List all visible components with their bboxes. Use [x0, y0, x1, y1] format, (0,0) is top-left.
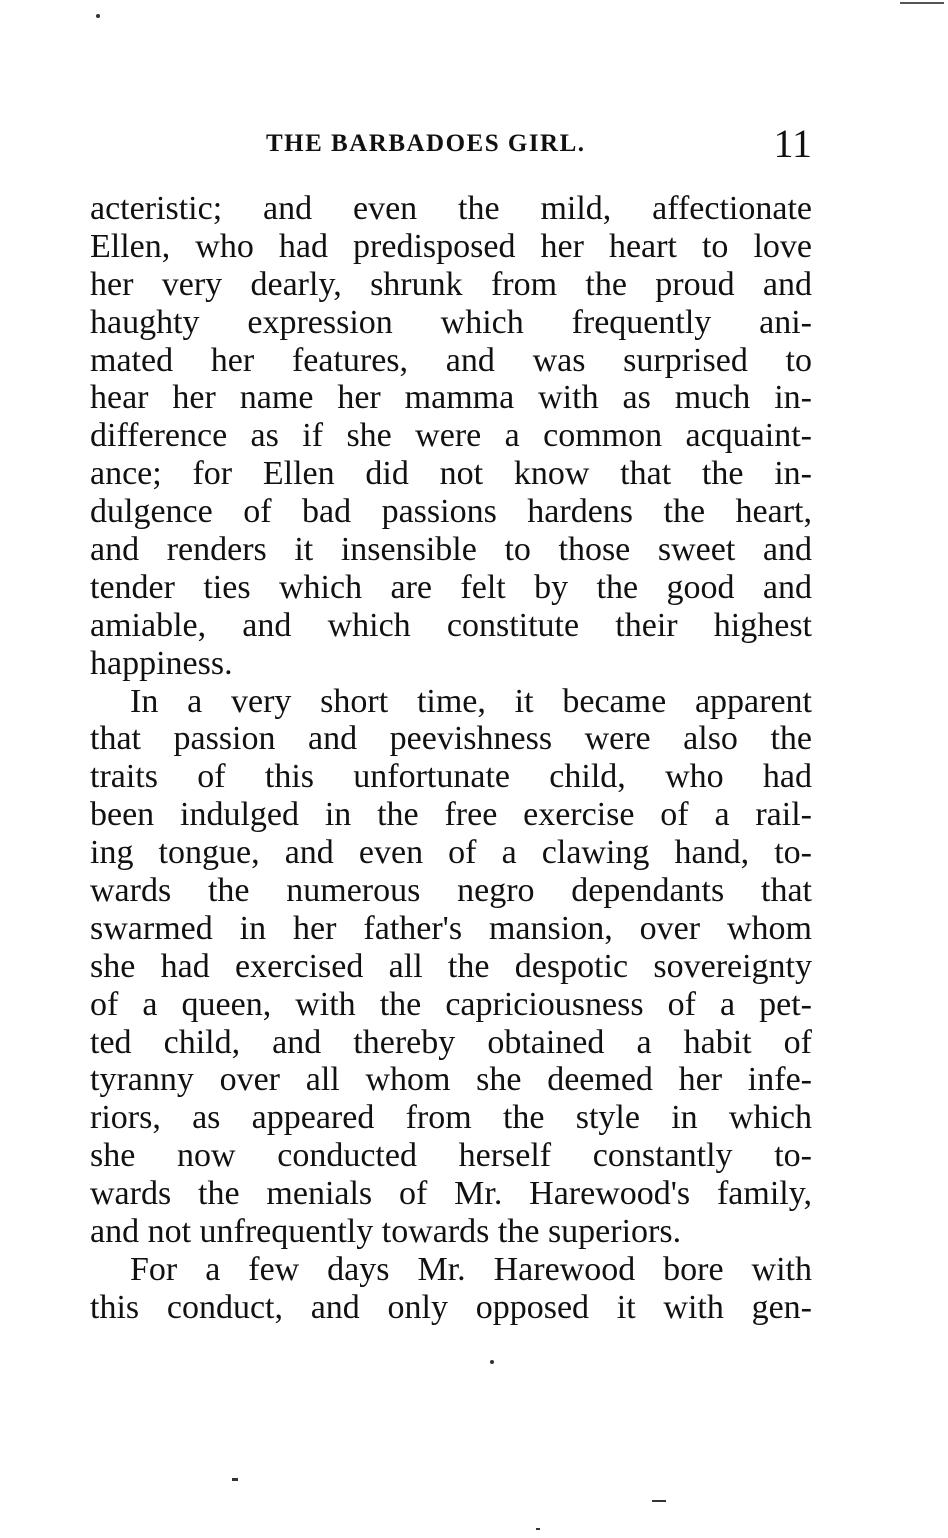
text-line: and renders it insensible to those sweet and: [90, 531, 812, 569]
text-line: this conduct, and only opposed it with gen-: [90, 1288, 812, 1326]
text-line: tender ties which are felt by the good and: [90, 568, 812, 606]
text-line: happiness.: [90, 644, 233, 682]
paragraph: [90, 190, 812, 683]
text-line: dulgence of bad passions hardens the heart,: [90, 493, 812, 531]
page-header: [88, 121, 812, 168]
text-line: tyranny over all whom she deemed her infe-: [90, 1061, 812, 1099]
scan-speck: [652, 1500, 666, 1502]
text-line: wards the numerous negro dependants that: [90, 872, 812, 910]
text-line: wards the menials of Mr. Harewood's family,: [90, 1175, 812, 1213]
running-title: THE BARBADOES GIRL.: [266, 130, 586, 157]
scan-speck: [900, 2, 944, 4]
text-line: ing tongue, and even of a clawing hand, to-: [90, 834, 812, 872]
text-line: her very dearly, shrunk from the proud and: [90, 265, 812, 303]
text-line: been indulged in the free exercise of a rail-: [90, 796, 812, 834]
text-line: ance; for Ellen did not know that the in-: [90, 455, 812, 493]
text-line: of a queen, with the capriciousness of a pet-: [90, 985, 812, 1023]
page-number: 11: [773, 121, 812, 166]
text-line: In a very short time, it became apparent: [130, 682, 812, 720]
scan-speck: [96, 14, 100, 18]
text-line: Ellen, who had predisposed her heart to love: [90, 227, 812, 265]
text-line: she now conducted herself constantly to-: [90, 1137, 812, 1175]
text-line: that passion and peevishness were also the: [90, 720, 812, 758]
text-line: haughty expression which frequently ani-: [90, 303, 812, 341]
text-line: mated her features, and was surprised to: [90, 341, 812, 379]
scan-speck: [536, 1528, 540, 1530]
text-line: riors, as appeared from the style in which: [90, 1099, 812, 1137]
text-line: and not unfrequently towards the superiors.: [90, 1213, 682, 1251]
body-text: [90, 190, 812, 1327]
text-line: she had exercised all the despotic sovereignty: [90, 947, 812, 985]
paragraph: [90, 1251, 812, 1327]
text-line: traits of this unfortunate child, who had: [90, 758, 812, 796]
text-line: swarmed in her father's mansion, over whom: [90, 909, 812, 947]
text-line: hear her name her mamma with as much in-: [90, 379, 812, 417]
scan-speck: [490, 1360, 494, 1364]
text-line: acteristic; and even the mild, affectionate: [90, 190, 812, 227]
scan-speck: [232, 1478, 238, 1481]
text-line: amiable, and which constitute their highest: [90, 606, 812, 644]
text-line: For a few days Mr. Harewood bore with: [130, 1250, 812, 1288]
text-line: ted child, and thereby obtained a habit of: [90, 1023, 812, 1061]
paragraph: [90, 683, 812, 1251]
text-line: difference as if she were a common acquaint-: [90, 417, 812, 455]
